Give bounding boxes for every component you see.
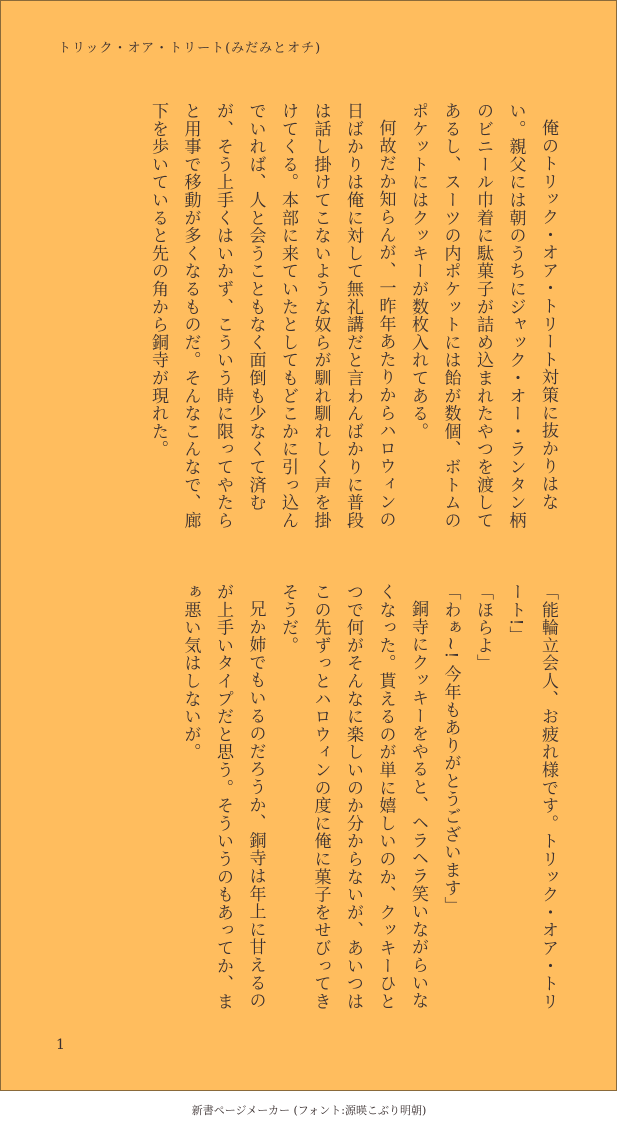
paragraph: 俺のトリック・オア・トリート対策に抜かりはない。親父には朝のうちにジャック・オー・ランタン柄のビニール巾着に駄菓子が詰め込まれたやつを渡してあるし、スーツの内ポケットには飴が数個、ボトムのポケットにはクッキーが数枚入れてある。 (408, 102, 558, 530)
paragraph: 兄か姉でもいるのだろうか、銅寺は年上に甘えるのが上手いタイプだと思う。そういうのもあってか、まぁ悪い気はしないが。 (180, 583, 266, 1011)
dialogue-line: 「ほらよ」 (473, 583, 493, 672)
text-block-bottom (114, 583, 564, 1013)
running-header: トリック・オア・トリート(みだみとオチ) (58, 41, 322, 56)
generator-credit: 新書ページメーカー (フォント:源暎こぶり明朝) (191, 1104, 427, 1117)
paragraph: 銅寺にクッキーをやると、ヘラヘラ笑いながらいなくなった。貰えるのが単に嬉しいのか、クッキーひとつで何がそんなに楽しいのか分からないが、あいつはこの先ずっとハロウィンの度に俺に菓子をせびってきそうだ。 (278, 583, 428, 1011)
dialogue-line: 「わぁ~! 今年もありがとうございます」 (440, 583, 461, 915)
paragraph: 何故だか知らんが、一昨年あたりからハロウィンの日ばかりは俺に対して無礼講だと言わんばかりに普段は話し掛けてこないような奴らが馴れ馴れしく声を掛けてくる。本部に来ていたとしてもどこかに引っ込んでいれば、人と会うこともなく面倒も少なくて済むが、そう上手くはいかず、こういう時に限ってやたらと用事で移動が多くなるものだ。そんなこんなで、廊下を歩いていると先の角から銅寺が現れた。 (148, 102, 396, 530)
page-number: 1 (56, 1037, 65, 1053)
dialogue-line: 「能輪立会人、お疲れ様です。トリック・オア・トリート!」 (505, 583, 558, 1011)
text-block-top (114, 102, 564, 532)
